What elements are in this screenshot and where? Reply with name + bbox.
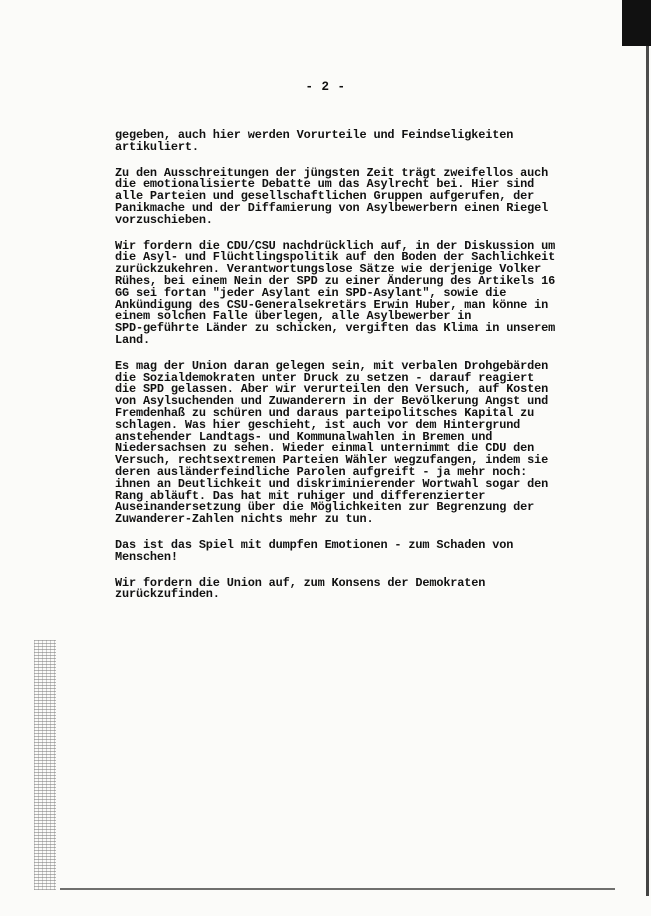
text-line: deren ausländerfeindliche Parolen aufgreift - ja mehr noch:: [115, 464, 528, 479]
text-line: zurückzukehren. Verantwortungslose Sätze wie derjenige Volker: [115, 262, 542, 277]
text-line: GG sei fortan "jeder Asylant ein SPD-Asylant", sowie die: [115, 285, 507, 300]
text-line: Menschen!: [115, 549, 178, 564]
paragraph-3: [115, 238, 635, 347]
text-line: artikuliert.: [115, 139, 199, 154]
text-line: zurückzufinden.: [115, 587, 220, 602]
text-line: alle Parteien und gesellschaftlichen Gruppen aufgerufen, der: [115, 189, 535, 204]
text-line: Versuch, rechtsextremen Parteien Wähler wegzufangen, indem sie: [115, 453, 549, 468]
text-line: Auseinandersetzung über die Möglichkeiten zur Begrenzung der: [115, 500, 535, 515]
scan-corner-mark: [622, 0, 651, 46]
paragraph-5: [115, 537, 635, 564]
document-body: [115, 130, 635, 615]
text-line: Niedersachsen zu sehen. Wieder einmal unternimmt die CDU den: [115, 441, 535, 456]
text-line: die emotionalisierte Debatte um das Asylrecht bei. Hier sind: [115, 177, 535, 192]
paragraph-2: [115, 165, 635, 227]
text-line: gegeben, auch hier werden Vorurteile und Feindseligkeiten: [115, 128, 514, 142]
scan-bottom-edge: [60, 888, 615, 890]
paragraph-4: [115, 358, 635, 527]
scan-left-artifact: [34, 640, 56, 890]
text-line: einem solchen Falle überlegen, alle Asylbewerber in: [115, 309, 472, 324]
text-line: die SPD gelassen. Aber wir verurteilen den Versuch, auf Kosten: [115, 382, 549, 397]
text-line: die Sozialdemokraten unter Druck zu setzen - darauf reagiert: [115, 370, 535, 385]
paragraph-6: [115, 575, 635, 602]
text-line: SPD-geführte Länder zu schicken, vergiften das Klima in unserem: [115, 321, 556, 336]
text-line: die Asyl- und Flüchtlingspolitik auf den Boden der Sachlichkeit: [115, 250, 556, 265]
paragraph-1: [115, 130, 635, 154]
text-line: Das ist das Spiel mit dumpfen Emotionen - zum Schaden von: [115, 537, 514, 552]
text-line: Wir fordern die CDU/CSU nachdrücklich auf, in der Diskussion um: [115, 238, 556, 253]
scan-right-edge: [646, 46, 649, 896]
text-line: Wir fordern die Union auf, zum Konsens der Demokraten: [115, 575, 486, 590]
text-line: Panikmache und der Diffamierung von Asylbewerbern einen Riegel: [115, 200, 549, 215]
text-line: Ankündigung des CSU-Generalsekretärs Erwin Huber, man könne in: [115, 297, 549, 312]
text-line: vorzuschieben.: [115, 212, 213, 227]
text-line: Fremdenhaß zu schüren und daraus parteipolitsches Kapital zu: [115, 405, 535, 420]
text-line: schlagen. Was hier geschieht, ist auch vor dem Hintergrund: [115, 417, 521, 432]
text-line: Zuwanderer-Zahlen nichts mehr zu tun.: [115, 512, 374, 527]
text-line: Rang abläuft. Das hat mit ruhiger und differenzierter: [115, 488, 486, 503]
text-line: Es mag der Union daran gelegen sein, mit verbalen Drohgebärden: [115, 358, 549, 373]
text-line: Zu den Ausschreitungen der jüngsten Zeit trägt zweifellos auch: [115, 165, 549, 180]
text-line: von Asylsuchenden und Zuwanderern in der Bevölkerung Angst und: [115, 394, 549, 409]
text-line: Land.: [115, 332, 150, 347]
text-line: Rühes, bei einem Nein der SPD zu einer Änderung des Artikels 16: [115, 273, 556, 288]
text-line: ihnen an Deutlichkeit und diskriminierender Wortwahl sogar den: [115, 476, 549, 491]
page-number: - 2 -: [305, 80, 346, 94]
text-line: anstehender Landtags- und Kommunalwahlen in Bremen und: [115, 429, 493, 444]
